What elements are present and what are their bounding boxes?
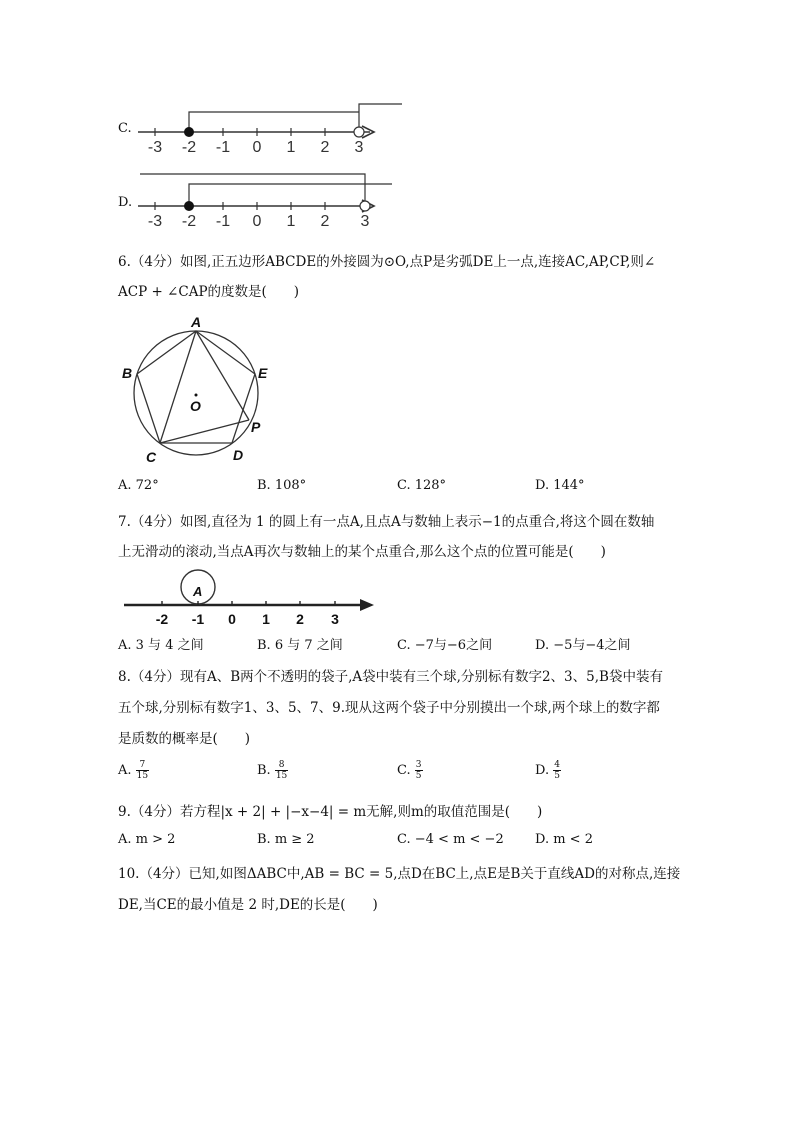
q8-stem-line1: 8.（4分）现有A、B两个不透明的袋子,A袋中装有三个球,分别标有数字2、3、5,B袋中装有 bbox=[118, 669, 663, 685]
tick-label: 0 bbox=[228, 611, 236, 627]
q6-stem-line1: 6.（4分）如图,正五边形ABCDE的外接圆为⊙O,点P是劣弧DE上一点,连接AC,AP,CP,则∠ bbox=[118, 254, 656, 270]
q6-option-a[interactable]: A. 72° bbox=[118, 478, 159, 493]
point-a-label: A bbox=[193, 584, 203, 599]
q7-option-d[interactable]: D. −5与−4之间 bbox=[535, 638, 631, 653]
fraction: $\frac{7}{15}$ bbox=[136, 760, 149, 781]
tick-label: 1 bbox=[286, 139, 296, 156]
q8-stem-line2: 五个球,分别标有数字1、3、5、7、9.现从这两个袋子中分别摸出一个球,两个球上的数字都 bbox=[118, 700, 660, 716]
tick-label: -1 bbox=[215, 213, 231, 230]
q9-option-b[interactable]: B. m ≥ 2 bbox=[257, 832, 315, 847]
label-b: B bbox=[122, 365, 133, 381]
q9-stem: 9.（4分）若方程|x + 2| + |−x−4| = m无解,则m的取值范围是( ) bbox=[118, 804, 543, 820]
fraction: $\frac{4}{5}$ bbox=[554, 760, 560, 781]
option-d-label: D. bbox=[118, 195, 133, 210]
q9-option-d[interactable]: D. m < 2 bbox=[535, 832, 593, 847]
q10-stem-line1: 10.（4分）已知,如图ΔABC中,AB = BC = 5,点D在BC上,点E是B关于直线AD的对称点,连接 bbox=[118, 866, 681, 882]
q7-option-b[interactable]: B. 6 与 7 之间 bbox=[257, 638, 343, 653]
label-e: E bbox=[258, 365, 268, 381]
hollow-point-3 bbox=[360, 201, 370, 211]
hollow-point-3 bbox=[354, 127, 364, 137]
tick-label: 0 bbox=[252, 139, 262, 156]
tick-label: 0 bbox=[252, 213, 262, 230]
fraction: $\frac{8}{15}$ bbox=[275, 760, 288, 781]
number-line-d bbox=[130, 168, 420, 232]
rolling-circle-figure bbox=[120, 562, 380, 632]
tick-label: 3 bbox=[354, 139, 364, 156]
option-prefix: C. bbox=[397, 763, 411, 778]
tick-label: 1 bbox=[262, 611, 270, 627]
tick-label: -2 bbox=[181, 139, 197, 156]
q10-stem-line2: DE,当CE的最小值是 2 时,DE的长是( ) bbox=[118, 897, 378, 913]
solid-point-minus2 bbox=[184, 127, 194, 137]
q7-option-a[interactable]: A. 3 与 4 之间 bbox=[118, 638, 204, 653]
tick-label: -3 bbox=[147, 139, 163, 156]
tick-label: -1 bbox=[191, 611, 205, 627]
q8-option-c[interactable] bbox=[397, 760, 423, 781]
q8-stem-line3: 是质数的概率是( ) bbox=[118, 731, 251, 747]
option-c-label: C. bbox=[118, 121, 132, 136]
tick-label: -2 bbox=[155, 611, 169, 627]
option-prefix: B. bbox=[257, 763, 271, 778]
q7-stem-line2: 上无滑动的滚动,当点A再次与数轴上的某个点重合,那么这个点的位置可能是( ) bbox=[118, 544, 606, 560]
solid-point-minus2 bbox=[184, 201, 194, 211]
tick-label: 3 bbox=[331, 611, 339, 627]
tick-label: -2 bbox=[181, 213, 197, 230]
q6-option-b[interactable]: B. 108° bbox=[257, 478, 307, 493]
q6-option-d[interactable]: D. 144° bbox=[535, 478, 585, 493]
label-o: O bbox=[190, 398, 201, 414]
q8-option-d[interactable] bbox=[535, 760, 561, 781]
tick-label: 2 bbox=[296, 611, 304, 627]
tick-label: 1 bbox=[286, 213, 296, 230]
label-d: D bbox=[233, 447, 244, 463]
q6-stem-line2: ACP + ∠CAP的度数是( ) bbox=[118, 284, 300, 300]
label-c: C bbox=[146, 449, 157, 465]
q9-option-c[interactable]: C. −4 < m < −2 bbox=[397, 832, 504, 847]
pentagon-figure bbox=[118, 310, 278, 470]
q6-option-c[interactable]: C. 128° bbox=[397, 478, 447, 493]
q8-option-b[interactable] bbox=[257, 760, 288, 781]
fraction: $\frac{3}{5}$ bbox=[415, 760, 422, 781]
label-a: A bbox=[191, 314, 202, 330]
tick-label: 2 bbox=[320, 139, 330, 156]
tick-label: 2 bbox=[320, 213, 330, 230]
tick-label: -1 bbox=[215, 139, 231, 156]
option-prefix: D. bbox=[535, 763, 550, 778]
label-p: P bbox=[251, 419, 261, 435]
option-prefix: A. bbox=[118, 763, 132, 778]
number-line-c bbox=[130, 100, 420, 160]
tick-label: 3 bbox=[360, 213, 370, 230]
q7-option-c[interactable]: C. −7与−6之间 bbox=[397, 638, 493, 653]
q7-stem-line1: 7.（4分）如图,直径为 1 的圆上有一点A,且点A与数轴上表示−1的点重合,将这个圆在数轴 bbox=[118, 514, 655, 530]
q9-option-a[interactable]: A. m > 2 bbox=[118, 832, 176, 847]
tick-label: -3 bbox=[147, 213, 163, 230]
q8-option-a[interactable] bbox=[118, 760, 149, 781]
